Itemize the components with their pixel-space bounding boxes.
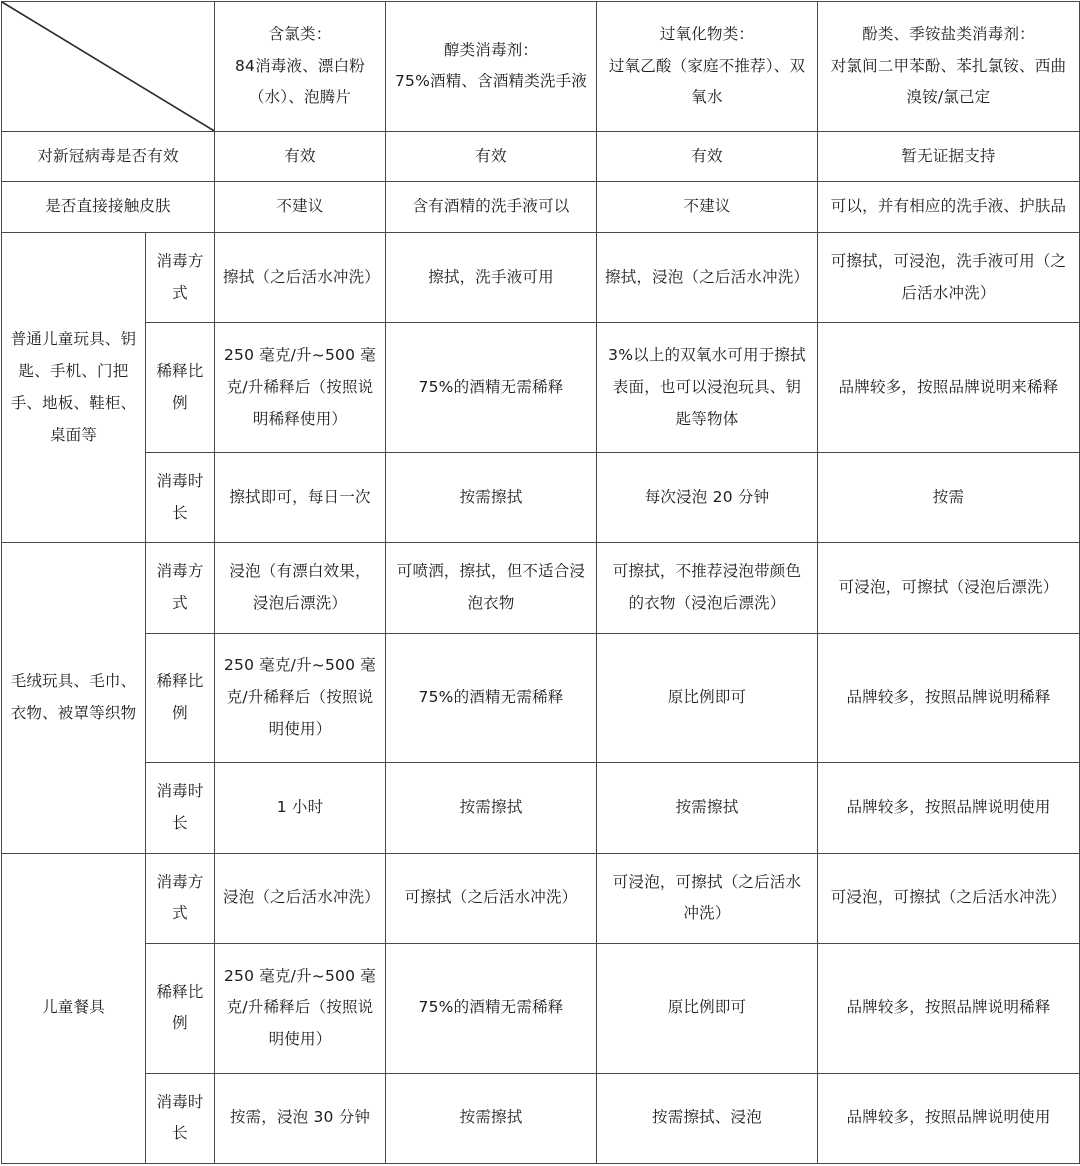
cell-skin-alcohol: 含有酒精的洗手液可以: [386, 182, 597, 233]
cell-s2-duration-phenol: 品牌较多，按照品牌说明使用: [818, 763, 1080, 853]
table-row: [2, 453, 1080, 543]
cell-s2-dilution-peroxide: 原比例即可: [597, 633, 818, 763]
cell-efficacy-alcohol: 有效: [386, 131, 597, 182]
cell-s1-duration-phenol: 按需: [818, 453, 1080, 543]
cell-s1-method-alcohol: 擦拭，洗手液可用: [386, 233, 597, 323]
cell-s3-method-chlorine: 浸泡（之后活水冲洗）: [215, 853, 386, 943]
header-agent-chlorine: [215, 2, 386, 132]
cell-s3-method-peroxide: 可浸泡，可擦拭（之后活水冲洗）: [597, 853, 818, 943]
cell-s2-dilution-chlorine: 250 毫克/升~500 毫克/升稀释后（按照说明使用）: [215, 633, 386, 763]
cell-s3-method-alcohol: 可擦拭（之后活水冲洗）: [386, 853, 597, 943]
table-row: [2, 763, 1080, 853]
cell-s2-dilution-phenol: 品牌较多，按照品牌说明稀释: [818, 633, 1080, 763]
disinfectant-comparison-sheet: [0, 1, 1080, 1166]
cell-skin-chlorine: 不建议: [215, 182, 386, 233]
table-row: [2, 633, 1080, 763]
cell-skin-phenol: 可以，并有相应的洗手液、护肤品: [818, 182, 1080, 233]
cell-s2-method-alcohol: 可喷洒，擦拭，但不适合浸泡衣物: [386, 543, 597, 633]
attr-label-method: 消毒方式: [146, 543, 215, 633]
table-row: [2, 323, 1080, 453]
table-row: [2, 182, 1080, 233]
cell-s2-duration-peroxide: 按需擦拭: [597, 763, 818, 853]
header-agent-phenol: [818, 2, 1080, 132]
header-agent-alcohol: [386, 2, 597, 132]
row-label-skin-contact: 是否直接接触皮肤: [2, 182, 215, 233]
table-row: [2, 853, 1080, 943]
cell-s3-method-phenol: 可浸泡，可擦拭（之后活水冲洗）: [818, 853, 1080, 943]
cell-s1-dilution-chlorine: 250 毫克/升~500 毫克/升稀释后（按照说明稀释使用）: [215, 323, 386, 453]
attr-label-dilution: 稀释比例: [146, 943, 215, 1073]
cell-s3-dilution-phenol: 品牌较多，按照品牌说明稀释: [818, 943, 1080, 1073]
cell-s1-dilution-alcohol: 75%的酒精无需稀释: [386, 323, 597, 453]
attr-label-dilution: 稀释比例: [146, 323, 215, 453]
cell-skin-peroxide: 不建议: [597, 182, 818, 233]
cell-s3-duration-chlorine: 按需，浸泡 30 分钟: [215, 1073, 386, 1163]
agent-title: 含氯类：: [268, 24, 332, 43]
cell-s1-dilution-phenol: 品牌较多，按照品牌说明来稀释: [818, 323, 1080, 453]
cell-efficacy-phenol: 暂无证据支持: [818, 131, 1080, 182]
section-object-label-toys-surfaces: 普通儿童玩具、钥匙、手机、门把手、地板、鞋柜、桌面等: [2, 233, 146, 543]
cell-s3-duration-peroxide: 按需擦拭、浸泡: [597, 1073, 818, 1163]
attr-label-method: 消毒方式: [146, 853, 215, 943]
attr-label-method: 消毒方式: [146, 233, 215, 323]
table-row: [2, 233, 1080, 323]
table-header-row: [2, 2, 1080, 132]
agent-examples: 过氧乙酸（家庭不推荐）、双氧水: [608, 56, 806, 107]
cell-s3-dilution-chlorine: 250 毫克/升~500 毫克/升稀释后（按照说明使用）: [215, 943, 386, 1073]
cell-efficacy-peroxide: 有效: [597, 131, 818, 182]
table-row: [2, 1073, 1080, 1163]
cell-s1-duration-alcohol: 按需擦拭: [386, 453, 597, 543]
cell-s3-duration-alcohol: 按需擦拭: [386, 1073, 597, 1163]
cell-s1-method-phenol: 可擦拭，可浸泡，洗手液可用（之后活水冲洗）: [818, 233, 1080, 323]
diagonal-divider-icon: [2, 2, 214, 131]
cell-s1-method-peroxide: 擦拭，浸泡（之后活水冲洗）: [597, 233, 818, 323]
attr-label-duration: 消毒时长: [146, 1073, 215, 1163]
attr-label-duration: 消毒时长: [146, 453, 215, 543]
cell-s2-method-chlorine: 浸泡（有漂白效果，浸泡后漂洗）: [215, 543, 386, 633]
cell-s2-method-phenol: 可浸泡，可擦拭（浸泡后漂洗）: [818, 543, 1080, 633]
cell-s3-dilution-peroxide: 原比例即可: [597, 943, 818, 1073]
agent-title: 酚类、季铵盐类消毒剂：: [862, 24, 1035, 43]
agent-examples: 对氯间二甲苯酚、苯扎氯铵、西曲溴铵/氯己定: [830, 56, 1067, 107]
cell-s1-duration-peroxide: 每次浸泡 20 分钟: [597, 453, 818, 543]
agent-title: 过氧化物类：: [659, 24, 755, 43]
cell-s1-dilution-peroxide: 3%以上的双氧水可用于擦拭表面，也可以浸泡玩具、钥匙等物体: [597, 323, 818, 453]
table-row: [2, 543, 1080, 633]
table-row: [2, 943, 1080, 1073]
section-object-label-textiles: 毛绒玩具、毛巾、衣物、被罩等织物: [2, 543, 146, 853]
agent-title: 醇类消毒剂：: [443, 40, 539, 59]
section-object-label-tableware: 儿童餐具: [2, 853, 146, 1163]
table-row: [2, 131, 1080, 182]
cell-s3-dilution-alcohol: 75%的酒精无需稀释: [386, 943, 597, 1073]
cell-s2-duration-chlorine: 1 小时: [215, 763, 386, 853]
cell-s2-method-peroxide: 可擦拭，不推荐浸泡带颜色的衣物（浸泡后漂洗）: [597, 543, 818, 633]
agent-examples: 75%酒精、含酒精类洗手液: [394, 72, 588, 91]
corner-cell: [2, 2, 215, 132]
cell-s2-duration-alcohol: 按需擦拭: [386, 763, 597, 853]
attr-label-duration: 消毒时长: [146, 763, 215, 853]
header-agent-peroxide: [597, 2, 818, 132]
agent-examples: 84消毒液、漂白粉（水）、泡腾片: [234, 56, 366, 107]
cell-s2-dilution-alcohol: 75%的酒精无需稀释: [386, 633, 597, 763]
disinfectant-comparison-table: [1, 1, 1080, 1164]
cell-s3-duration-phenol: 品牌较多，按照品牌说明使用: [818, 1073, 1080, 1163]
attr-label-dilution: 稀释比例: [146, 633, 215, 763]
cell-efficacy-chlorine: 有效: [215, 131, 386, 182]
cell-s1-method-chlorine: 擦拭（之后活水冲洗）: [215, 233, 386, 323]
row-label-efficacy: 对新冠病毒是否有效: [2, 131, 215, 182]
cell-s1-duration-chlorine: 擦拭即可，每日一次: [215, 453, 386, 543]
